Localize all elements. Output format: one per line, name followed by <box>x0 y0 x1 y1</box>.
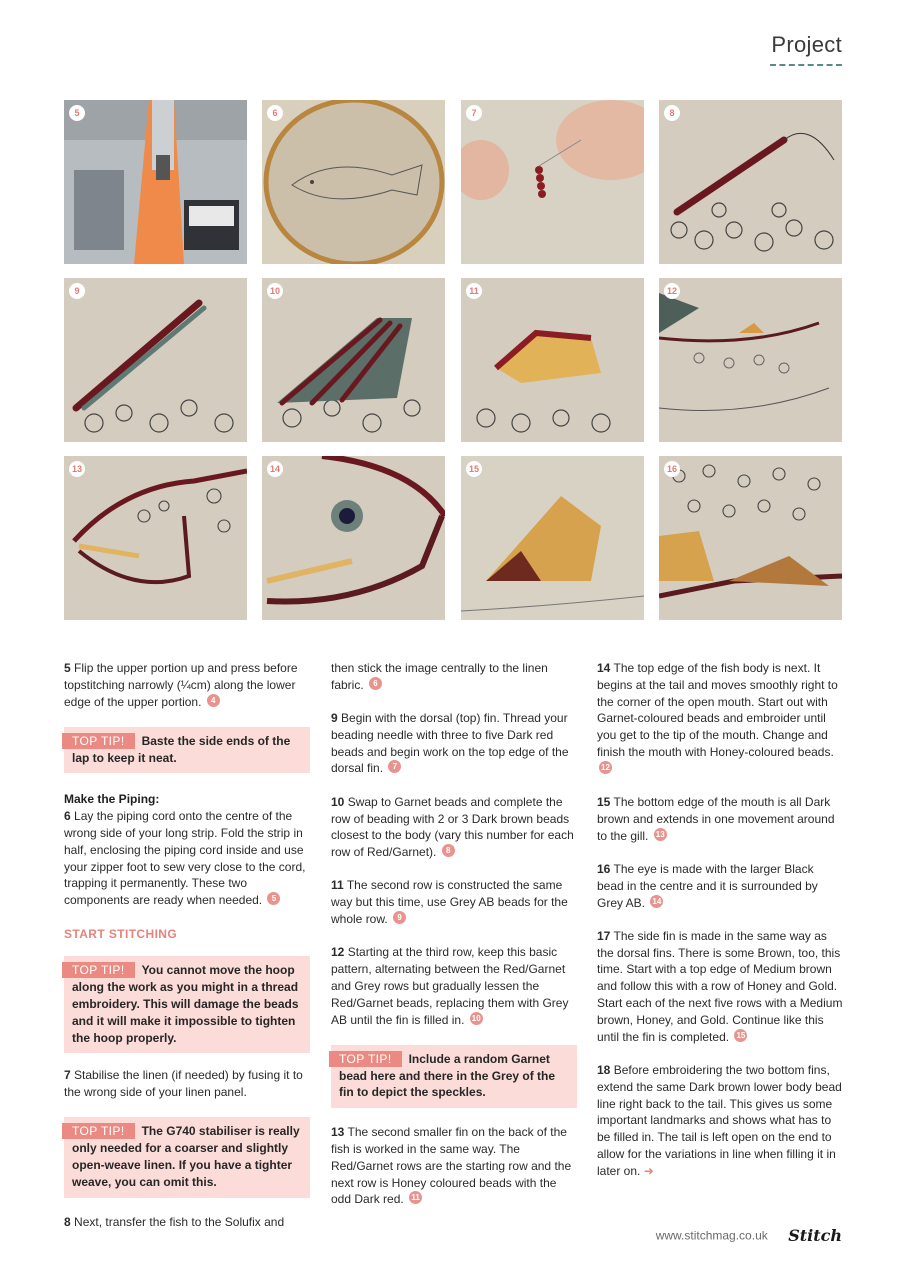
footer-url[interactable]: www.stitchmag.co.uk <box>655 1228 768 1243</box>
photo-7 <box>461 100 644 264</box>
step-15: 15 The bottom edge of the mouth is all Dark brown and extends in one movement around to the gill. 13 <box>597 795 835 843</box>
photo-8 <box>659 100 842 264</box>
photo-ref: 5 <box>267 892 280 905</box>
photo-12 <box>659 278 842 442</box>
photo-number: 5 <box>69 105 85 121</box>
photo-number: 9 <box>69 283 85 299</box>
photo-ref: 13 <box>654 828 667 841</box>
piping-subhead: Make the Piping: <box>64 792 160 807</box>
step-10: 10 Swap to Garnet beads and complete the row of beading with 2 or 3 Dark brown beads closest to the body (vary this number for each row of Red/Garnet). 8 <box>331 794 574 860</box>
photo-ref: 7 <box>388 760 401 773</box>
photo-6 <box>262 100 445 264</box>
photo-ref: 12 <box>599 761 612 774</box>
photo-ref: 14 <box>650 895 663 908</box>
photo-number: 16 <box>664 461 680 477</box>
top-tip-tag: TOP TIP! <box>62 962 135 978</box>
photo-ref: 9 <box>393 911 406 924</box>
step-5: 5 Flip the upper portion up and press before topstitching narrowly (¼cm) along the lower edge of the upper portion. 4 <box>64 661 298 709</box>
text-column-3 <box>597 660 843 1196</box>
step-11: 11 The second row is constructed the same way but this time, use Grey AB beads for the whole row. 9 <box>331 878 568 927</box>
photo-15 <box>461 456 644 620</box>
photo-number: 15 <box>466 461 482 477</box>
photo-number: 11 <box>466 283 482 299</box>
photo-number: 10 <box>267 283 283 299</box>
step-17: 17 The side fin is made in the same way as the dorsal fins. There is some Brown, too, this time. Start with a top edge of Medium brown and follow this with a row of Honey and Gold. Start each of the next five rows with a Medium brown, Honey, and Gold. Continue like this until the fin is completed. 15 <box>597 928 843 1044</box>
step-18: 18 Before embroidering the two bottom fins, extend the same Dark brown lower body bead line right back to the tail. This gives us some important landmarks and shows what has to be filled in. The tail is left open on the end to allow for the variations in line when filling it in later on. ➜ <box>597 1062 842 1178</box>
photo-ref: 6 <box>369 677 382 690</box>
photo-number: 13 <box>69 461 85 477</box>
step-12: 12 Starting at the third row, keep this basic pattern, alternating between the Red/Garnet and Grey rows but gradually lessen the Red/Garnet beads, replacing them with Grey AB until the fin is filled in. 10 <box>331 945 569 1027</box>
text-column-2 <box>331 660 577 1225</box>
photo-grid <box>64 100 842 620</box>
photo-5 <box>64 100 247 264</box>
photo-16 <box>659 456 842 620</box>
page-footer <box>600 1226 842 1245</box>
top-tip-1: TOP TIP! Baste the side ends of the lap to keep it neat. <box>64 727 310 774</box>
photo-14 <box>262 456 445 620</box>
top-tip-3: TOP TIP! The G740 stabiliser is really only needed for a coarser and slightly open-weave linen. If you have a tighter weave, you can omit this. <box>64 1117 310 1197</box>
photo-11 <box>461 278 644 442</box>
page-title: Project <box>771 32 842 57</box>
step-14: 14 The top edge of the fish body is next. It begins at the tail and moves smoothly right to the corner of the open mouth. Start out with Garnet-coloured beads and embroider until you get to the tip of the mouth. Change and finish the mouth with Honey-coloured beads. 12 <box>597 661 838 772</box>
photo-number: 6 <box>267 105 283 121</box>
photo-ref: 8 <box>442 844 455 857</box>
photo-ref: 15 <box>734 1029 747 1042</box>
step-16: 16 The eye is made with the larger Black bead in the centre and it is surrounded by Grey AB. 14 <box>597 861 818 910</box>
photo-9 <box>64 278 247 442</box>
title-underline <box>770 64 842 66</box>
step-9: 9 Begin with the dorsal (top) fin. Thread your beading needle with three to five Dark red beads and begin work on the top edge of the dorsal fin. 7 <box>331 711 569 776</box>
top-tip-2: TOP TIP! You cannot move the hoop along the work as you might in a thread embroidery. This will damage the beads and it will make it impossible to tighten the hoop properly. <box>64 956 310 1053</box>
photo-ref: 10 <box>470 1012 483 1025</box>
brand-logo: Stitch <box>788 1226 842 1245</box>
step-8: 8 Next, transfer the fish to the Solufix and <box>64 1214 285 1229</box>
top-tip-tag: TOP TIP! <box>62 1123 135 1139</box>
continue-arrow-icon: ➜ <box>643 1163 654 1178</box>
photo-number: 8 <box>664 105 680 121</box>
step-13: 13 The second smaller fin on the back of the fish is worked in the same way. The Red/Garnet rows are the starting row and the next row is Honey coloured beads with the odd Dark red. 11 <box>331 1125 572 1207</box>
section-heading: START STITCHING <box>64 926 178 941</box>
step-6: Make the Piping: 6 Lay the piping cord onto the centre of the wrong side of your long strip. Fold the strip in half, enclosing the piping cord inside and use your zipper foot to sew very close to the cord, trapping it permanently. These two components are ready when needed. 5 <box>64 792 306 908</box>
top-tip-tag: TOP TIP! <box>62 733 135 749</box>
step-7: 7 Stabilise the linen (if needed) by fusing it to the wrong side of your linen panel. <box>64 1068 303 1100</box>
top-tip-tag: TOP TIP! <box>329 1051 402 1067</box>
top-tip-4: TOP TIP! Include a random Garnet bead here and there in the Grey of the fin to depict the speckles. <box>331 1045 577 1108</box>
photo-13 <box>64 456 247 620</box>
step-8-continued: then stick the image centrally to the linen fabric. 6 <box>331 661 548 692</box>
photo-ref: 11 <box>409 1191 422 1204</box>
page-header <box>700 32 842 66</box>
photo-number: 12 <box>664 283 680 299</box>
photo-number: 14 <box>267 461 283 477</box>
photo-10 <box>262 278 445 442</box>
photo-number: 7 <box>466 105 482 121</box>
photo-ref: 4 <box>207 694 220 707</box>
text-column-1 <box>64 660 310 1247</box>
